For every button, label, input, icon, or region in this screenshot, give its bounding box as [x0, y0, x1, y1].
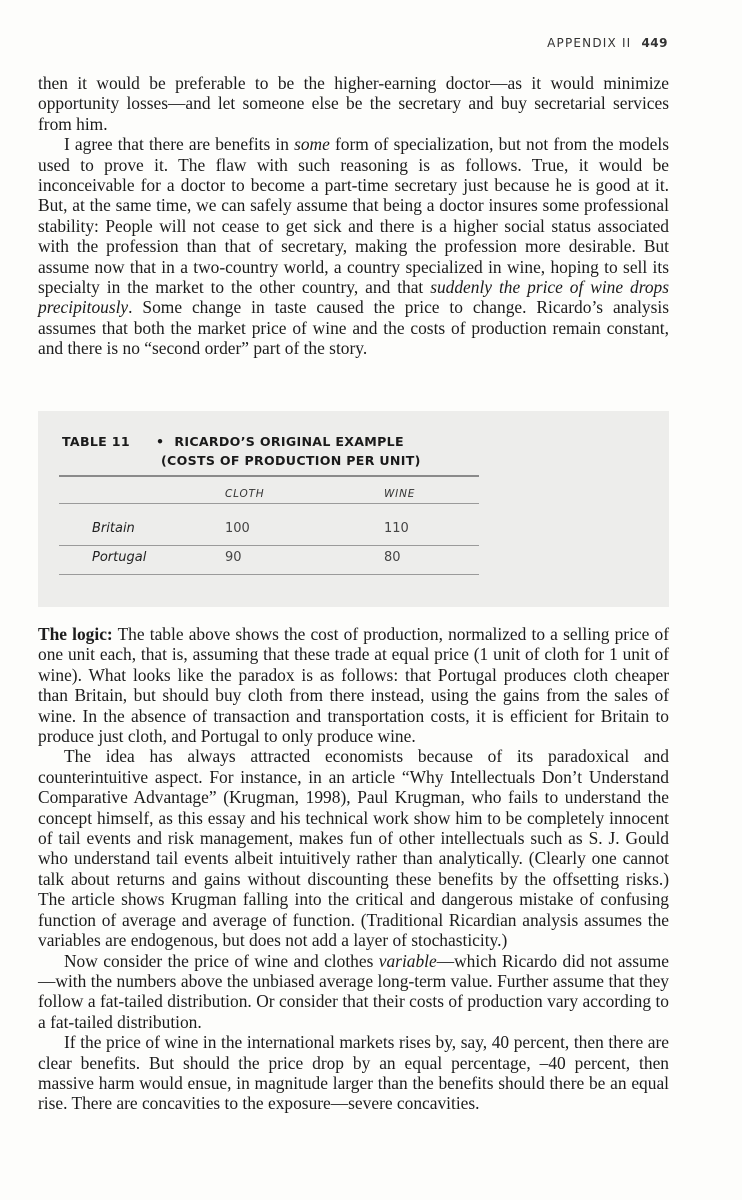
table-bottom-rule [59, 574, 479, 575]
emphasis-some: some [294, 134, 330, 155]
running-head-section: APPENDIX II [547, 36, 632, 50]
table-top-rule [59, 475, 479, 477]
header-rule [59, 503, 479, 504]
emphasis-variable: variable [378, 950, 437, 971]
column-header-cloth: CLOTH [225, 488, 265, 500]
table-11-panel [38, 411, 669, 607]
paragraph-krugman: The idea has always attracted economists because of its paradoxical and counterintuitive aspect. For instance, in an article “Why Intellectuals Don’t Understand Comparative Advantage” (Krugman, 1998), Paul Krugman, who fails to understand the concept himself, as this essay and his technical work show him to be completely innocent of tail events and risk management, makes fun of other intellectuals such as S. J. Gould who understand tail events albeit intuitively rather than analytically. (Clearly one cannot talk about returns and gains without discounting these benefits by the offsetting risks.) The article shows Krugman falling into the critical and dangerous mistake of confusing function of average and average of function. (Traditional Ricardian analysis assumes the variables are endogenous, but does not add a layer of stochasticity.) [38, 746, 669, 951]
cell-portugal-wine: 80 [384, 550, 401, 565]
row-label-britain: Britain [92, 521, 135, 536]
paragraph-continuation: then it would be preferable to be the higher-earning doctor—as it would minimize opportunity losses—and let someone else be the secretary and buy secretarial services from him. [38, 73, 669, 134]
table-title [62, 432, 421, 470]
body-text-bottom [38, 624, 669, 1114]
paragraph-variable: Now consider the price of wine and clothes variable—which Ricardo did not assume—with the numbers above the unbiased average long-term value. Further assume that they follow a fat-tailed distribution. Or consider that their costs of production vary according to a fat-tailed distribution. [38, 950, 669, 1032]
table-title-line-1: RICARDO’S ORIGINAL EXAMPLE [174, 434, 404, 449]
paragraph-specialization: I agree that there are benefits in some form of specialization, but not from the models used to prove it. The flaw with such reasoning is as follows. True, it would be inconceivable for a doctor to become a part-time secretary just because he is good at it. But, at the same time, we can safely assume that being a doctor insures some professional stability: People will not cease to get sick and there is a higher social status associated with the profession than that of secretary, making the profession more desirable. But assume now that in a two-country world, a country specialized in wine, hoping to sell its specialty in the market to the other country, and that suddenly the price of wine drops precipitously. Some change in taste caused the price to change. Ricardo’s analysis assumes that both the market price of wine and the costs of production remain constant, and there is no “second order” part of the story. [38, 134, 669, 359]
cell-britain-wine: 110 [384, 521, 409, 536]
column-header-wine: WINE [384, 488, 416, 500]
table-number: TABLE 11 [62, 434, 130, 449]
cell-portugal-cloth: 90 [225, 550, 242, 565]
row-label-portugal: Portugal [92, 550, 147, 565]
table-title-line-2: (COSTS OF PRODUCTION PER UNIT) [161, 453, 421, 468]
emphasis-price-drop: suddenly the price of wine drops precipitously [38, 277, 669, 318]
page-number: 449 [641, 36, 668, 50]
running-head [547, 36, 668, 50]
bullet-separator: • [156, 434, 165, 449]
cell-britain-cloth: 100 [225, 521, 250, 536]
paragraph-logic: The logic: The table above shows the cost of production, normalized to a selling price of one unit each, that is, assuming that these trade at equal price (1 unit of cloth for 1 unit of wine). What looks like the paradox is as follows: that Portugal produces cloth cheaper than Britain, but should buy cloth from there instead, using the gains from the sales of wine. In the absence of transaction and transportation costs, it is efficient for Britain to produce just cloth, and Portugal to only produce wine. [38, 624, 669, 747]
body-text-top [38, 73, 669, 359]
row-rule [59, 545, 479, 546]
lead-the-logic: The logic: [38, 624, 113, 644]
paragraph-concavities: If the price of wine in the international markets rises by, say, 40 percent, then there are clear benefits. But should the price drop by an equal percentage, –40 percent, then massive harm would ensue, in magnitude larger than the benefits should there be an equal rise. There are concavities to the exposure—severe concavities. [38, 1032, 669, 1114]
